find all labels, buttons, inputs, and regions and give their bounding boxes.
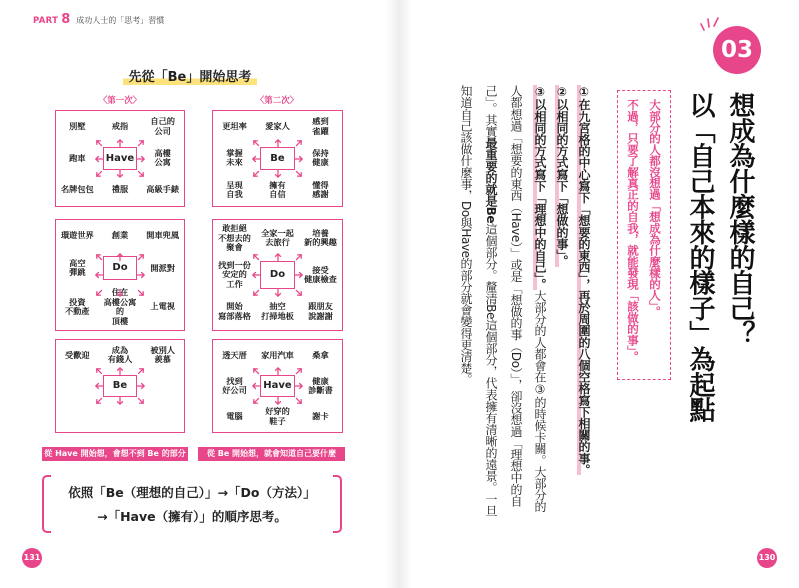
arrow-icon	[295, 271, 304, 280]
arrow-icon	[116, 366, 125, 375]
book-gutter	[386, 0, 412, 588]
arrow-icon	[273, 366, 282, 375]
grid-cell	[145, 405, 180, 428]
mandala-grid-do-second	[212, 219, 343, 331]
grid-cell: 住在 高樓公寓的 頂樓	[103, 287, 137, 326]
grid-center-keyword: Have	[103, 147, 138, 171]
grid-cell: 全家一起 去旅行	[261, 227, 294, 248]
grid-cell: 高級手錶	[146, 184, 180, 195]
grid-center-keyword: Do	[260, 261, 295, 290]
section-title	[100, 66, 280, 85]
mandala-grid-do-first	[55, 219, 185, 331]
grid-cell	[60, 405, 95, 428]
mandala-grid-have-first	[55, 110, 185, 207]
grid-cell: 戒指	[111, 121, 129, 132]
mandala-grid-be-second	[212, 110, 343, 207]
grid-cell: 接受 健康檢查	[304, 264, 337, 284]
summary-box	[42, 475, 342, 533]
mandala-grid-have-second	[212, 339, 343, 433]
grid-cell: 健康 診斷書	[308, 375, 333, 395]
arrow-icon	[137, 382, 146, 391]
grid-cell: 透天厝	[222, 349, 247, 360]
arrow-icon	[251, 154, 260, 163]
grid-cell: 感到 雀躍	[312, 116, 329, 136]
running-header	[33, 8, 165, 27]
grid-cell: 謝卡	[312, 410, 329, 421]
grid-cell: 跟朋友 說謝謝	[308, 301, 333, 321]
chapter-title: 成功人士的「思考」習慣	[76, 16, 165, 25]
grid-center-keyword: Be	[260, 147, 295, 171]
body-column-2: 人都想過「想要的東西（Have）」或是「想做的事（Do）」，卻沒想過「理想中的自	[509, 85, 523, 507]
first-attempt-caption: 從 Have 開始想，會想不到 Be 的部分	[42, 447, 188, 461]
grid-cell	[103, 405, 138, 428]
chapter-heading-line-1: 想成為什麼樣的自己？	[725, 92, 755, 347]
chapter-heading-line-2: 以「自己本來的樣子」為起點	[685, 92, 715, 423]
arrow-icon	[251, 382, 260, 391]
lead-line-2: 不過，只要了解真正的自我，就能發現「該做的事」。	[626, 99, 640, 363]
body-text-3a: 己」。其實	[484, 85, 498, 138]
grid-cell: 找到一份 安定的 工作	[218, 259, 251, 289]
arrow-icon	[295, 154, 304, 163]
arrow-icon	[94, 154, 103, 163]
arrow-icon	[94, 382, 103, 391]
grid-cell: 愛家人	[265, 121, 290, 132]
step-2: ②以相同的方式寫下「想做的事」。	[555, 85, 569, 267]
part-label: PART	[33, 16, 59, 26]
grid-cell: 電腦	[226, 410, 243, 421]
body-text-3b: 這個部分。釐清Be這個部分，代表擁有清晰的遠景。一旦	[484, 223, 498, 517]
page-number-left: 131	[22, 548, 42, 568]
grid-cell: 跑車	[69, 152, 86, 163]
arrow-icon	[94, 271, 103, 280]
grid-cell: 創業	[111, 230, 129, 241]
page-number-right: 130	[757, 548, 777, 568]
grid-cell: 培養 新的興趣	[304, 227, 337, 248]
arrow-icon	[273, 252, 282, 261]
grid-cell: 開始 寫部落格	[218, 301, 251, 321]
grid-cell: 投資 不動產	[65, 296, 90, 317]
second-attempt-label: 〈第二次〉	[255, 96, 299, 106]
grid-cell: 桑拿	[312, 349, 329, 360]
arrow-icon	[273, 138, 282, 147]
arrow-icon	[295, 382, 304, 391]
grid-cell: 開車兜風	[146, 230, 180, 241]
arrow-icon	[273, 170, 282, 179]
grid-cell: 抽空 打掃地板	[261, 301, 294, 321]
step-1: ①在九宮格的中心寫下「想要的東西」，再於周圍的八個空格寫下相關的事。	[577, 85, 591, 476]
grid-cell: 成為 有錢人	[107, 344, 133, 365]
summary-line-1: 依照「Be（理想的自己）」→「Do（方法）」	[68, 485, 316, 500]
grid-cell: 高空 彈跳	[69, 257, 86, 278]
grid-cell: 呈現 自我	[226, 179, 243, 200]
grid-cell: 自己的 公司	[150, 116, 175, 136]
section-title-text: 先從「Be」開始思考	[123, 70, 258, 85]
grid-cell: 上電視	[150, 301, 175, 312]
body-column-4: 知道自己該做什麼事，Do與Have的部分就會變得更清楚。	[459, 85, 473, 386]
grid-cell: 擁有 自信	[269, 179, 286, 200]
lead-line-1: 大部分的人都沒想過「想成為什麼樣的人」。	[648, 99, 662, 318]
body-column-3	[481, 85, 501, 516]
grid-cell: 好穿的 鞋子	[265, 406, 290, 426]
grid-center-keyword: Have	[260, 375, 295, 398]
step-1-column	[574, 85, 594, 475]
grid-cell: 懂得 感謝	[312, 179, 329, 200]
section-number-badge: 03	[713, 26, 761, 74]
arrow-icon	[116, 289, 125, 298]
arrow-icon	[251, 271, 260, 280]
grid-cell: 被別人 羨慕	[150, 344, 175, 365]
grid-cell: 環遊世界	[60, 230, 94, 241]
body-emphasis: 最重要的就是Be	[484, 137, 498, 224]
grid-cell: 禮服	[111, 184, 129, 195]
grid-cell: 家用汽車	[261, 349, 294, 360]
step-3-column	[530, 85, 550, 512]
grid-cell: 高樓 公寓	[154, 148, 171, 168]
body-text-1: 大部分的人都會在③的時候卡關。大部分的	[533, 289, 547, 513]
arrow-icon	[116, 252, 125, 261]
step-3: ③以相同的方式寫下「理想中的自己」。	[533, 85, 547, 290]
grid-cell: 名牌包包	[60, 184, 94, 195]
grid-cell: 找到 好公司	[222, 375, 247, 395]
grid-cell: 更坦率	[222, 121, 247, 132]
grid-center-keyword: Be	[103, 375, 138, 398]
grid-cell: 開派對	[150, 262, 175, 273]
first-attempt-label: 〈第一次〉	[98, 96, 142, 106]
arrow-icon	[116, 397, 125, 406]
grid-cell	[60, 375, 95, 398]
arrow-icon	[116, 170, 125, 179]
step-2-column	[552, 85, 572, 267]
grid-cell: 敢拒絕 不想去的 聚會	[218, 223, 251, 253]
grid-cell: 掌握 未來	[226, 148, 243, 168]
grid-cell: 受歡迎	[65, 349, 90, 360]
arrow-icon	[273, 289, 282, 298]
grid-cell: 保持 健康	[312, 148, 329, 168]
arrow-icon	[116, 138, 125, 147]
part-number: 8	[61, 12, 71, 27]
grid-cell	[145, 375, 180, 398]
second-attempt-caption: 從 Be 開始想，就會知道自己要什麼	[198, 447, 345, 461]
grid-cell: 別墅	[69, 121, 86, 132]
arrow-icon	[273, 397, 282, 406]
summary-line-2: →「Have（擁有）」的順序思考。	[97, 509, 287, 524]
arrow-icon	[137, 271, 146, 280]
arrow-icon	[137, 154, 146, 163]
sparkle-decoration	[700, 14, 722, 32]
mandala-grid-be-first	[55, 339, 185, 433]
grid-center-keyword: Do	[103, 256, 138, 280]
